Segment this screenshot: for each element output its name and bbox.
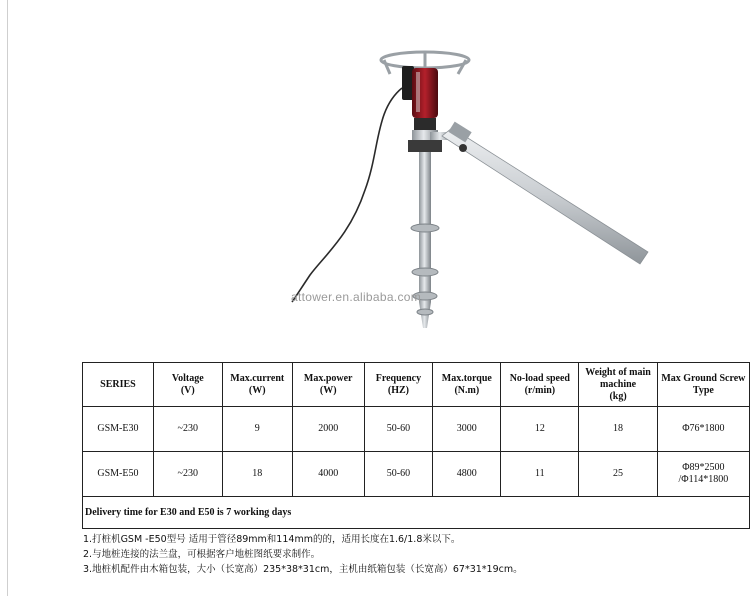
- cell-voltage: ~230: [153, 407, 222, 452]
- header-weight: Weight of main machine (kg): [579, 363, 657, 407]
- cell-speed: 11: [501, 452, 579, 497]
- header-power: Max.power (W): [292, 363, 364, 407]
- page-edge-line: [7, 0, 8, 596]
- cell-series: GSM-E30: [83, 407, 154, 452]
- note-item-3: 3.地桩机配件由木箱包装，大小（长宽高）235*38*31cm，主机由纸箱包装（长宽高）67*31*19cm。: [83, 564, 523, 575]
- cell-screw-type: Φ76*1800: [657, 407, 749, 452]
- header-series: SERIES: [83, 363, 154, 407]
- table-row: [83, 407, 750, 452]
- header-screw-type: Max Ground Screw Type: [657, 363, 749, 407]
- header-frequency: Frequency (HZ): [364, 363, 433, 407]
- note-item-1: 1.打桩机GSM -E50型号 适用于管径89mm和114mm的的，适用长度在1.6/1.8米以下。: [83, 534, 461, 545]
- cell-torque: 4800: [433, 452, 501, 497]
- cell-screw-type: Φ89*2500 /Φ114*1800: [657, 452, 749, 497]
- table-row: [83, 452, 750, 497]
- delivery-note: Delivery time for E30 and E50 is 7 working days: [83, 497, 750, 529]
- cell-torque: 3000: [433, 407, 501, 452]
- notes-list: [83, 532, 523, 577]
- cell-frequency: 50-60: [364, 452, 433, 497]
- cell-voltage: ~230: [153, 452, 222, 497]
- cell-series: GSM-E50: [83, 452, 154, 497]
- header-speed: No-load speed (r/min): [501, 363, 579, 407]
- spec-table: [82, 362, 750, 529]
- cell-current: 18: [222, 452, 292, 497]
- cell-current: 9: [222, 407, 292, 452]
- watermark-text: attower.en.alibaba.com: [291, 290, 422, 304]
- delivery-row: [83, 497, 750, 529]
- cell-frequency: 50-60: [364, 407, 433, 452]
- cell-weight: 25: [579, 452, 657, 497]
- header-torque: Max.torque (N.m): [433, 363, 501, 407]
- cell-speed: 12: [501, 407, 579, 452]
- header-voltage: [153, 363, 222, 407]
- cell-power: 2000: [292, 407, 364, 452]
- header-voltage-l1: Voltage (V): [171, 372, 204, 396]
- cell-weight: 18: [579, 407, 657, 452]
- header-current: Max.current (W): [222, 363, 292, 407]
- note-item-2: 2.与地桩连接的法兰盘，可根据客户地桩图纸要求制作。: [83, 549, 321, 560]
- table-header-row: [83, 363, 750, 407]
- cell-power: 4000: [292, 452, 364, 497]
